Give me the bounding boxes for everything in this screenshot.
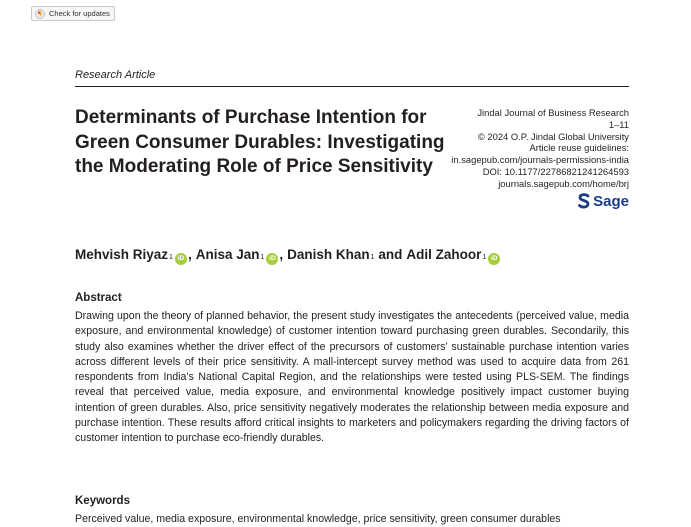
abstract-heading: Abstract	[75, 292, 122, 304]
check-for-updates-label: Check for updates	[49, 9, 110, 18]
journal-home-link[interactable]: journals.sagepub.com/home/brj	[498, 177, 629, 189]
author-affiliation: 1	[482, 254, 487, 261]
article-type: Research Article	[75, 69, 156, 81]
keywords-heading: Keywords	[75, 495, 130, 507]
author-separator: ,	[187, 247, 192, 262]
author-separator: and	[378, 247, 403, 262]
journal-name: Jindal Journal of Business Research	[477, 107, 629, 118]
check-for-updates-button[interactable]	[31, 6, 115, 21]
journal-meta	[451, 107, 629, 190]
journal-copyright: © 2024 O.P. Jindal Global University	[477, 130, 629, 142]
sage-logo	[578, 192, 629, 210]
reuse-guidelines-label: Article reuse guidelines:	[529, 142, 629, 154]
sage-logo-text: Sage	[593, 192, 629, 210]
header-divider	[75, 86, 629, 87]
orcid-icon[interactable]: iD	[266, 253, 278, 265]
author-name: Danish Khan	[287, 247, 370, 262]
abstract-body: Drawing upon the theory of planned behavior, the present study investigates the antecedents (perceived value, media exposure, and environmental knowledge) of customer intention toward purchasing green durables. Secondarily, this study also examines whether the driver effect of the precursors of customers’ sustainable purchase intention varies across different levels of their price sensitivity. A mall-intercept survey method was used to acquire data from 261 respondents from India’s National Capital Region, and the relationships were tested using PLS-SEM. The findings reveal that perceived value, media exposure, and environmental knowledge positively impact customer buying intention of green durables. Also, price sensitivity negatively moderates the relationship between media exposure and purchase intention. These results afford critical insights to marketers and policymakers regarding the driving factors of customer intention to purchase eco-friendly durables.	[75, 310, 629, 445]
author-name: Adil Zahoor	[406, 247, 482, 262]
author-name: Anisa Jan	[195, 247, 260, 262]
doi-link[interactable]: DOI: 10.1177/22786821241264593	[482, 165, 629, 177]
author-affiliation: 1	[260, 254, 265, 261]
author-affiliation: 1	[370, 254, 375, 261]
author-affiliation: 1	[169, 254, 173, 261]
article-title: Determinants of Purchase Intention for Green Consumer Durables: Investigating the Moderating Role of Price Sensitivity	[75, 107, 445, 177]
orcid-icon[interactable]: iD	[488, 253, 500, 265]
author-separator: ,	[279, 247, 284, 262]
reuse-guidelines-link[interactable]: in.sagepub.com/journals-permissions-india	[451, 154, 629, 166]
keywords-body: Perceived value, media exposure, environmental knowledge, price sensitivity, green consumer durables	[75, 513, 561, 525]
check-for-updates-icon	[35, 9, 45, 19]
sage-s-icon	[578, 193, 590, 209]
orcid-icon[interactable]: iD	[175, 253, 187, 265]
journal-pages: 1–11	[608, 118, 629, 130]
author-list	[75, 247, 501, 264]
author-name: Mehvish Riyaz	[75, 247, 169, 262]
